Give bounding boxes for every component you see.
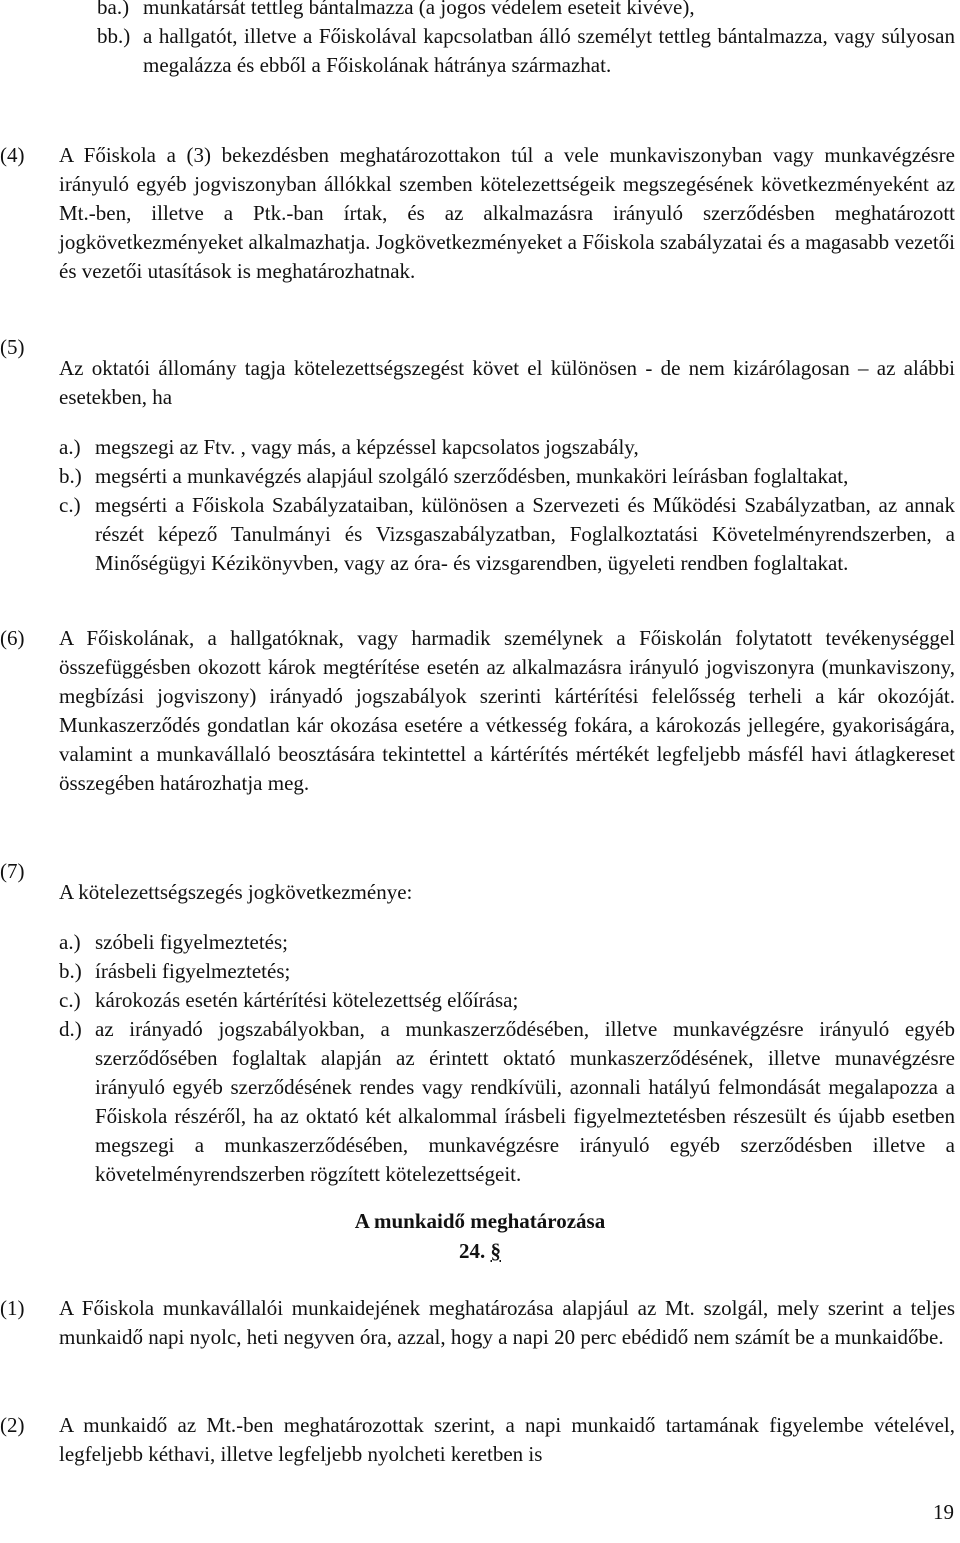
- paragraph-number: (2): [0, 1413, 25, 1437]
- item-label: c.): [59, 493, 81, 517]
- item-label: a.): [59, 930, 81, 954]
- list-item-a: [59, 433, 955, 462]
- paragraph-5: [0, 333, 955, 578]
- paragraph-1: [0, 1294, 955, 1352]
- paragraph-2: [0, 1411, 955, 1469]
- list-item-c: [59, 986, 955, 1015]
- paragraph-intro: A kötelezettségszegés jogkövetkezménye:: [59, 880, 413, 904]
- paragraph-6: [0, 624, 955, 798]
- list-item-d: [59, 1015, 955, 1189]
- paragraph-number: (1): [0, 1296, 25, 1320]
- section-sign: §: [490, 1239, 501, 1263]
- list-item-ba: [97, 0, 955, 22]
- paragraph-text: A Főiskola a (3) bekezdésben meghatározottakon túl a vele munkaviszonyban vagy munkavégzésre irányuló egyéb jogviszonyban állókkal szemben kötelezettségeik megszegésének következményeként az Mt.-ben, illetve a Ptk.-ban írtak, és az alkalmazásra irányuló szerződésben meghatározott jogkövetkezményeket alkalmazhatja. Jogkövetkezményeket a Főiskola szabályzatai és a magasabb vezetői és vezetői utasítások is meghatározhatnak.: [59, 143, 955, 283]
- paragraph-text: A Főiskolának, a hallgatóknak, vagy harmadik személynek a Főiskolán folytatott tevékenységgel összefüggésben okozott károk megtérítése esetén az alkalmazásra irányuló jogviszonyra (munkaviszony, megbízási jogviszony) irányadó jogszabályok szerinti kártérítési felelősség terheli a kár okozóját. Munkaszerződés gondatlan kár okozása esetére a vétkesség fokára, a károkozás jellegére, gyakoriságára, valamint a munkavállaló beosztására tekintettel a kártérítés mértékét legfeljebb másfél havi átlagkereset összegében határozhatja meg.: [59, 626, 955, 795]
- paragraph-number: (7): [0, 859, 25, 883]
- paragraph-text: A Főiskola munkavállalói munkaidejének meghatározása alapjául az Mt. szolgál, mely szerint a teljes munkaidő napi nyolc, heti negyven óra, azzal, hogy a napi 20 perc ebédidő nem számít be a munkaidőbe.: [59, 1296, 955, 1349]
- section-title: A munkaidő meghatározása: [354, 1209, 606, 1233]
- paragraph-7: [0, 857, 955, 1189]
- list-item-b: [59, 462, 955, 491]
- list-item-c: [59, 491, 955, 578]
- list-item-a: [59, 928, 955, 957]
- item-text: károkozás esetén kártérítési kötelezettség előírása;: [95, 988, 519, 1012]
- section-number-text: 24.: [459, 1239, 486, 1263]
- item-text: a hallgatót, illetve a Főiskolával kapcsolatban álló személyt tettleg bántalmazza, vagy súlyosan megalázza és ebből a Főiskolának hátránya származhat.: [143, 24, 955, 77]
- item-label: c.): [59, 988, 81, 1012]
- paragraph-intro: Az oktatói állomány tagja kötelezettségszegést követ el különösen - de nem kizárólagosan – az alábbi esetekben, ha: [59, 356, 955, 409]
- section-number: [0, 1237, 960, 1266]
- item-text: megszegi az Ftv. , vagy más, a képzéssel kapcsolatos jogszabály,: [95, 435, 639, 459]
- page-number: 19: [933, 1500, 954, 1524]
- item-text: az irányadó jogszabályokban, a munkaszerződésében, illetve munkavégzésre irányuló egyéb szerződősében foglaltak alapján az érintett oktató munkaszerződésének, illetve munavégzésre irányuló egyéb szerződésének rendes vagy rendkívüli, azonnali hatályú felmondását megalapozza a Főiskola részéről, ha az oktató két alkalommal írásbeli figyelmeztetésben részesült és újabb esetben megszegi a munkaszerződésében, munkavégzésre irányuló egyéb szerződésben illetve a követelményrendszerben rögzített kötelezettségeit.: [95, 1017, 955, 1186]
- paragraph-number: (6): [0, 626, 25, 650]
- list-item-b: [59, 957, 955, 986]
- item-text: szóbeli figyelmeztetés;: [95, 930, 289, 954]
- item-label: d.): [59, 1017, 82, 1041]
- paragraph-number: (5): [0, 335, 25, 359]
- paragraph-text: A munkaidő az Mt.-ben meghatározottak szerint, a napi munkaidő tartamának figyelembe vételével, legfeljebb kéthavi, illetve legfeljebb nyolcheti keretben is: [59, 1413, 955, 1466]
- item-label: ba.): [97, 0, 130, 19]
- continuation-list: [97, 0, 955, 80]
- item-text: írásbeli figyelmeztetés;: [95, 959, 291, 983]
- paragraph-4: [0, 141, 955, 286]
- item-label: b.): [59, 464, 82, 488]
- item-label: bb.): [97, 24, 131, 48]
- item-text: megsérti a Főiskola Szabályzataiban, különösen a Szervezeti és Működési Szabályzatban, az annak részét képező Tanulmányi és Vizsgaszabályzatban, Foglalkoztatási Követelményrendszerben, a Minőségügyi Kézikönyvben, vagy az óra- és vizsgarendben, ügyeleti rendben foglaltakat.: [95, 493, 955, 575]
- item-label: b.): [59, 959, 82, 983]
- paragraph-number: (4): [0, 143, 25, 167]
- item-label: a.): [59, 435, 81, 459]
- list-item-bb: [97, 22, 955, 80]
- item-text: megsérti a munkavégzés alapjául szolgáló szerződésben, munkaköri leírásban foglaltakat,: [95, 464, 849, 488]
- item-text: munkatársát tettleg bántalmazza (a jogos védelem eseteit kivéve),: [143, 0, 695, 19]
